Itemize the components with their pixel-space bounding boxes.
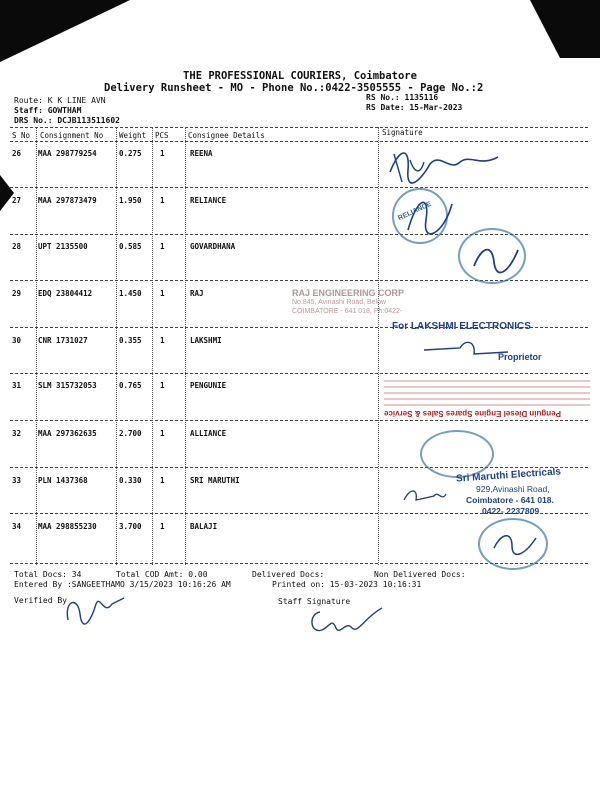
row-weight: 0.355 <box>119 336 142 345</box>
maruthi-stamp-line4: 0422- 2237809 <box>482 506 540 516</box>
raj-stamp-line2: No.845, Avinashi Road, Below <box>292 299 387 306</box>
document-subtitle: Delivery Runsheet - MO - Phone No.:0422-3505555 - Page No.:2 <box>104 82 484 94</box>
signature-scribble-34 <box>488 526 544 560</box>
row-sno: 33 <box>12 476 22 485</box>
row-consignee: BALAJI <box>190 522 218 531</box>
document-title: THE PROFESSIONAL COURIERS, Coimbatore <box>183 70 417 82</box>
col-signature: Signature <box>382 128 423 137</box>
row-consignee: SRI MARUTHI <box>190 476 240 485</box>
col-consignment: Consignment No <box>40 131 104 140</box>
route: Route: K K LINE AVN <box>14 96 106 105</box>
row-consignment: MAA 298779254 <box>38 149 97 158</box>
row-consignment: PLN 1437368 <box>38 476 88 485</box>
maruthi-stamp-line3: Coimbatore - 641 018. <box>466 495 554 505</box>
staff-signature <box>306 600 386 640</box>
table-row <box>0 149 600 195</box>
row-consignment: MAA 297362635 <box>38 429 97 438</box>
table-top-rule <box>10 127 588 128</box>
row-consignment: SLM 315732053 <box>38 381 97 390</box>
row-pcs: 1 <box>160 242 165 251</box>
scan-corner-left <box>0 0 130 62</box>
row-sno: 32 <box>12 429 22 438</box>
row-sno: 28 <box>12 242 22 251</box>
row-consignment: CNR 1731027 <box>38 336 88 345</box>
row-pcs: 1 <box>160 429 165 438</box>
row-weight: 2.700 <box>119 429 142 438</box>
row-sno: 27 <box>12 196 22 205</box>
signature-scribble-33 <box>400 484 448 508</box>
total-docs: Total Docs: 34 <box>14 570 82 579</box>
row-weight: 1.950 <box>119 196 142 205</box>
raj-stamp-line3: COIMBATORE - 641 018, Ph:0422- <box>292 308 403 315</box>
row-sno: 29 <box>12 289 22 298</box>
non-delivered-docs: Non Delivered Docs: <box>374 570 466 579</box>
signature-scribble-30 <box>420 336 510 362</box>
row-weight: 0.765 <box>119 381 142 390</box>
row-consignee: REENA <box>190 149 213 158</box>
printed-on: Printed on: 15-03-2023 10:16:31 <box>272 580 422 589</box>
rs-number: RS No.: 1135116 <box>366 93 439 102</box>
row-consignment: EDQ 23804412 <box>38 289 93 298</box>
table-row <box>0 429 600 475</box>
row-rule <box>10 467 588 468</box>
rs-date: RS Date: 15-Mar-2023 <box>366 103 463 112</box>
col-consignee: Consignee Details <box>188 131 265 140</box>
row-consignee: ALLIANCE <box>190 429 227 438</box>
row-consignee: PENGUNIE <box>190 381 227 390</box>
proprietor-label: Proprietor <box>498 352 542 362</box>
row-consignment: MAA 297873479 <box>38 196 97 205</box>
row-weight: 0.330 <box>119 476 142 485</box>
delivered-docs: Delivered Docs: <box>252 570 325 579</box>
maruthi-stamp-line1: Sri Maruthi Electricals <box>455 466 562 485</box>
drs-number: DRS No.: DCJB113511602 <box>14 116 120 125</box>
row-weight: 1.450 <box>119 289 142 298</box>
penguin-stamp-lines <box>384 380 590 406</box>
row-weight: 3.700 <box>119 522 142 531</box>
row-pcs: 1 <box>160 336 165 345</box>
penguin-stamp: Penguin Diesel Engine Spares Sales & Service <box>384 409 561 418</box>
signature-scribble-28 <box>468 236 528 280</box>
row-pcs: 1 <box>160 381 165 390</box>
reliance-stamp-text: RELIANCE <box>397 200 433 223</box>
staff: Staff: GOWTHAM <box>14 106 82 115</box>
raj-stamp-line1: RAJ ENGINEERING CORP <box>292 288 405 298</box>
signature-scribble-26 <box>380 142 510 192</box>
row-rule <box>10 373 588 374</box>
row-consignment: MAA 298855230 <box>38 522 97 531</box>
verified-by: Verified By <box>14 596 67 605</box>
row-consignee: RAJ <box>190 289 204 298</box>
verified-by-signature <box>60 590 130 630</box>
scan-corner-right <box>560 0 600 58</box>
row-consignee: GOVARDHANA <box>190 242 236 251</box>
col-sno: S No <box>12 131 31 140</box>
scan-corner-right-slope <box>530 0 560 58</box>
signature-scribble-27 <box>400 190 460 238</box>
total-cod: Total COD Amt: 0.00 <box>116 570 208 579</box>
row-pcs: 1 <box>160 196 165 205</box>
row-pcs: 1 <box>160 149 165 158</box>
row-weight: 0.275 <box>119 149 142 158</box>
lakshmi-stamp: For LAKSHMI ELECTRONICS <box>392 321 531 332</box>
col-pcs: PCS <box>155 131 169 140</box>
row-pcs: 1 <box>160 476 165 485</box>
col-weight: Weight <box>119 131 147 140</box>
row-sno: 34 <box>12 522 22 531</box>
row-rule <box>10 420 588 421</box>
row-pcs: 1 <box>160 289 165 298</box>
row-consignee: RELIANCE <box>190 196 227 205</box>
row-sno: 30 <box>12 336 22 345</box>
row-sno: 26 <box>12 149 22 158</box>
entered-by: Entered By :SANGEETHAMO 3/15/2023 10:16:26 AM <box>14 580 231 589</box>
staff-signature-label: Staff Signature <box>278 597 351 606</box>
row-pcs: 1 <box>160 522 165 531</box>
row-sno: 31 <box>12 381 22 390</box>
row-consignment: UPT 2135500 <box>38 242 88 251</box>
row-weight: 0.585 <box>119 242 142 251</box>
maruthi-stamp-line2: 929,Avinashi Road, <box>476 484 550 494</box>
row-consignee: LAKSHMI <box>190 336 222 345</box>
